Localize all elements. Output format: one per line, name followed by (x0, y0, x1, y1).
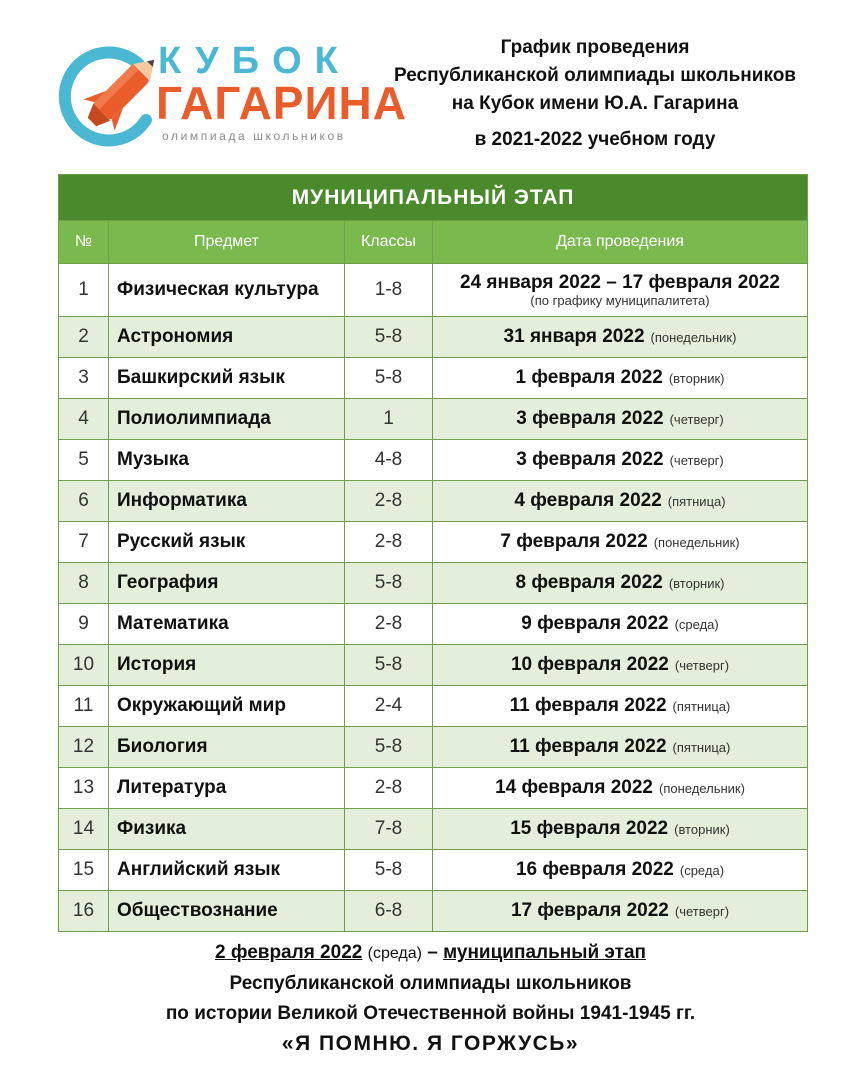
row-subject: География (109, 563, 345, 604)
row-grades: 5-8 (345, 645, 433, 686)
footer-motto: «Я ПОМНЮ. Я ГОРЖУСЬ» (281, 1032, 580, 1055)
row-weekday: (среда) (679, 863, 725, 878)
row-grades: 2-8 (345, 768, 433, 809)
row-date-cell (433, 604, 808, 645)
row-date: 11 февраля 2022 (509, 695, 667, 716)
footer-dash: – (421, 942, 444, 963)
table-row (59, 440, 808, 481)
row-grades: 5-8 (345, 317, 433, 358)
row-date-note: (по графику муниципалитета) (530, 293, 710, 308)
row-date: 15 февраля 2022 (510, 818, 669, 839)
table-row (59, 399, 808, 440)
stage-header-row (59, 175, 808, 221)
row-weekday: (вторник) (668, 576, 725, 591)
row-number: 3 (59, 358, 109, 399)
footer-line-3: по истории Великой Отечественной войны 1941-1945 гг. (165, 1003, 696, 1024)
row-weekday: (четверг) (669, 453, 724, 468)
row-weekday: (понедельник) (653, 535, 740, 550)
table-row (59, 317, 808, 358)
row-date: 11 февраля 2022 (509, 736, 667, 757)
footer-line-1 (0, 938, 861, 969)
page-title (375, 34, 815, 154)
row-weekday: (пятница) (672, 740, 731, 755)
footer-note (0, 938, 861, 1059)
row-grades: 2-8 (345, 604, 433, 645)
row-date-cell (433, 440, 808, 481)
row-date-cell (433, 891, 808, 932)
logo (56, 40, 407, 150)
column-header-number: № (59, 221, 109, 264)
row-date-cell (433, 522, 808, 563)
row-date-cell (433, 317, 808, 358)
row-date: 7 февраля 2022 (500, 531, 648, 552)
row-grades: 2-4 (345, 686, 433, 727)
row-date: 3 февраля 2022 (516, 408, 664, 429)
row-number: 14 (59, 809, 109, 850)
row-date-cell (433, 686, 808, 727)
row-subject: Астрономия (109, 317, 345, 358)
row-number: 11 (59, 686, 109, 727)
row-subject: Информатика (109, 481, 345, 522)
table-row (59, 891, 808, 932)
footer-stage: муниципальный этап (443, 942, 647, 963)
row-date: 10 февраля 2022 (510, 654, 669, 675)
rocket-pencil-icon (56, 40, 166, 150)
row-grades: 1-8 (345, 264, 433, 317)
row-subject: Английский язык (109, 850, 345, 891)
row-number: 16 (59, 891, 109, 932)
table-row (59, 686, 808, 727)
table-row (59, 264, 808, 317)
row-subject: Окружающий мир (109, 686, 345, 727)
table-row (59, 809, 808, 850)
row-number: 8 (59, 563, 109, 604)
row-subject: Биология (109, 727, 345, 768)
row-subject: Физическая культура (109, 264, 345, 317)
table-row (59, 358, 808, 399)
footer-weekday: (среда) (367, 945, 422, 962)
table-row (59, 727, 808, 768)
row-grades: 2-8 (345, 481, 433, 522)
row-date-cell (433, 399, 808, 440)
footer-date: 2 февраля 2022 (214, 942, 363, 963)
row-number: 15 (59, 850, 109, 891)
row-number: 5 (59, 440, 109, 481)
table-row (59, 563, 808, 604)
table-row (59, 604, 808, 645)
row-date: 17 февраля 2022 (510, 900, 669, 921)
row-date: 9 февраля 2022 (521, 613, 669, 634)
row-grades: 2-8 (345, 522, 433, 563)
schedule-table (58, 174, 808, 932)
row-weekday: (вторник) (668, 371, 725, 386)
row-subject: Физика (109, 809, 345, 850)
row-weekday: (понедельник) (650, 330, 737, 345)
row-number: 6 (59, 481, 109, 522)
row-grades: 1 (345, 399, 433, 440)
row-date-cell (433, 727, 808, 768)
title-line-1: График проведения (500, 37, 690, 58)
logo-top-word: КУБОК (158, 40, 351, 82)
row-date-cell (433, 645, 808, 686)
row-weekday: (пятница) (667, 494, 726, 509)
row-date: 3 февраля 2022 (516, 449, 664, 470)
row-number: 7 (59, 522, 109, 563)
row-grades: 5-8 (345, 727, 433, 768)
title-line-3: на Кубок имени Ю.А. Гагарина (451, 93, 739, 114)
row-subject: Обществознание (109, 891, 345, 932)
row-subject: Башкирский язык (109, 358, 345, 399)
column-header-grades: Классы (345, 221, 433, 264)
row-number: 13 (59, 768, 109, 809)
table-row (59, 768, 808, 809)
row-date: 31 января 2022 (503, 326, 645, 347)
table-row (59, 850, 808, 891)
row-date-cell (433, 264, 808, 317)
footer-line-2: Республиканской олимпиады школьников (229, 973, 632, 994)
row-weekday: (четверг) (669, 412, 724, 427)
logo-main-word: ГАГАРИНА (156, 77, 407, 129)
column-header-subject: Предмет (109, 221, 345, 264)
row-date-cell (433, 850, 808, 891)
row-weekday: (вторник) (674, 822, 730, 837)
title-line-2: Республиканской олимпиады школьников (394, 65, 796, 86)
row-subject: Русский язык (109, 522, 345, 563)
row-number: 2 (59, 317, 109, 358)
row-subject: Литература (109, 768, 345, 809)
row-date: 24 января 2022 – 17 февраля 2022 (460, 272, 780, 293)
row-weekday: (четверг) (674, 904, 730, 919)
row-subject: История (109, 645, 345, 686)
column-header-date: Дата проведения (433, 221, 808, 264)
row-date-cell (433, 358, 808, 399)
row-grades: 5-8 (345, 850, 433, 891)
row-date-cell (433, 481, 808, 522)
logo-subtitle: олимпиада школьников (162, 129, 346, 143)
row-number: 10 (59, 645, 109, 686)
table-row (59, 645, 808, 686)
row-date: 8 февраля 2022 (515, 572, 663, 593)
row-date-cell (433, 768, 808, 809)
row-subject: Музыка (109, 440, 345, 481)
row-number: 12 (59, 727, 109, 768)
row-subject: Математика (109, 604, 345, 645)
row-number: 9 (59, 604, 109, 645)
row-grades: 7-8 (345, 809, 433, 850)
row-weekday: (среда) (674, 617, 719, 632)
row-date-cell (433, 809, 808, 850)
row-grades: 5-8 (345, 358, 433, 399)
table-row (59, 481, 808, 522)
row-weekday: (пятница) (672, 699, 731, 714)
table-row (59, 522, 808, 563)
title-line-4: в 2021-2022 учебном году (474, 129, 716, 150)
row-grades: 6-8 (345, 891, 433, 932)
row-date: 16 февраля 2022 (515, 859, 674, 880)
row-grades: 4-8 (345, 440, 433, 481)
row-number: 1 (59, 264, 109, 317)
row-number: 4 (59, 399, 109, 440)
row-grades: 5-8 (345, 563, 433, 604)
stage-title: МУНИЦИПАЛЬНЫЙ ЭТАП (59, 175, 808, 221)
column-header-row (59, 221, 808, 264)
row-date: 4 февраля 2022 (514, 490, 662, 511)
row-date: 14 февраля 2022 (495, 777, 653, 798)
row-subject: Полиолимпиада (109, 399, 345, 440)
row-date-cell (433, 563, 808, 604)
row-weekday: (четверг) (674, 658, 730, 673)
row-weekday: (понедельник) (659, 781, 745, 796)
row-date: 1 февраля 2022 (515, 367, 663, 388)
